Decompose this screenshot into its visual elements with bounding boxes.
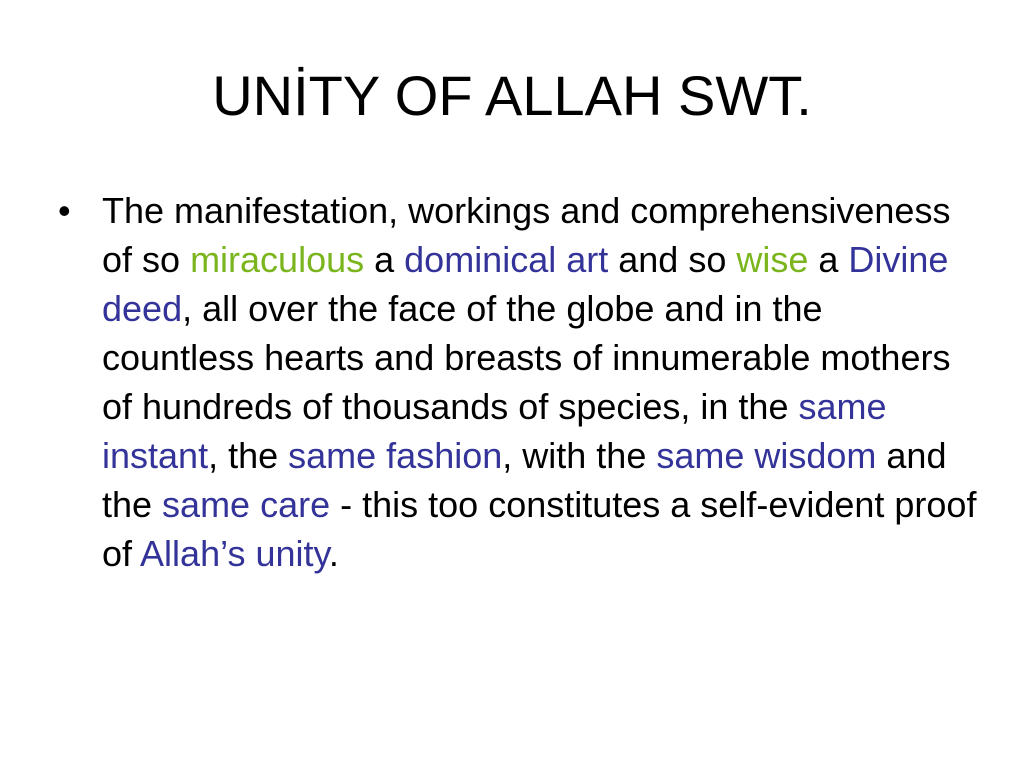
highlight-same-fashion: same fashion — [288, 435, 503, 476]
text-segment: a — [364, 239, 405, 280]
bullet-marker: • — [58, 190, 71, 231]
text-segment: , with the — [502, 435, 657, 476]
highlight-divine-deed: Divine deed — [102, 239, 949, 329]
text-segment: and so — [608, 239, 737, 280]
highlight-wise: wise — [736, 239, 809, 280]
highlight-same-instant: same instant — [102, 386, 887, 476]
text-segment: , all over the face of the globe and in the countless hearts and breasts of innumerable mothers of hundreds of thousands of species, in the — [102, 288, 951, 427]
text-segment: - this too constitutes a self-evident proof of — [102, 484, 977, 574]
bullet-paragraph — [102, 186, 982, 578]
text-segment: a — [808, 239, 849, 280]
highlight-same-wisdom: same wisdom — [656, 435, 877, 476]
text-segment: , the — [208, 435, 289, 476]
slide-title: UNİTY OF ALLAH SWT. — [212, 64, 812, 127]
highlight-same-care: same care — [162, 484, 331, 525]
text-segment: The manifestation, workings and comprehensiveness of so — [102, 190, 951, 280]
highlight-dominical-art: dominical art — [404, 239, 609, 280]
text-segment: and the — [102, 435, 947, 525]
highlight-miraculous: miraculous — [190, 239, 365, 280]
text-segment: . — [328, 533, 339, 574]
highlight-allahs-unity: Allah’s unity — [140, 533, 329, 574]
